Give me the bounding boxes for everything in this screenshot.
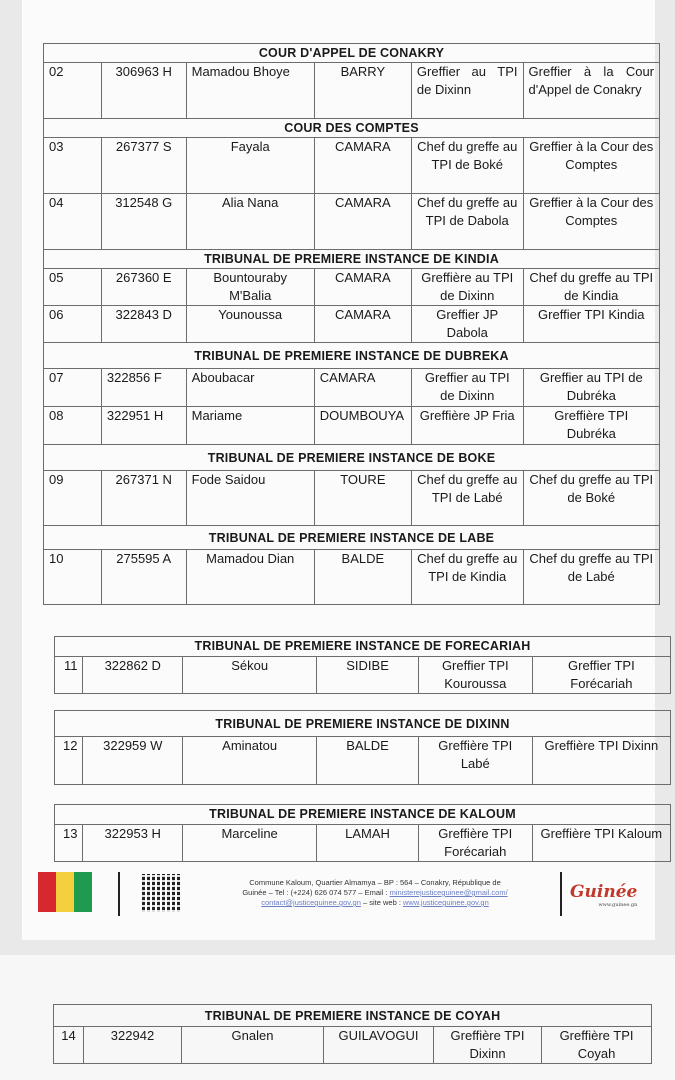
section-title: TRIBUNAL DE PREMIERE INSTANCE DE DUBREKA: [44, 343, 660, 369]
table-row: 14 322942 Gnalen GUILAVOGUI Greffière TPI Dixinn Greffière TPI Coyah: [54, 1027, 652, 1064]
table-row: 12 322959 W Aminatou BALDE Greffière TPI Labé Greffière TPI Dixinn: [55, 737, 671, 785]
assignment-table-dixinn: [54, 710, 671, 785]
table-row: 06 322843 D Younoussa CAMARA Greffier JP Dabola Greffier TPI Kindia: [44, 306, 660, 343]
table-row: 04 312548 G Alia Nana CAMARA Chef du greffe au TPI de Dabola Greffier à la Cour des Comptes: [44, 194, 660, 250]
document-page: [22, 0, 663, 940]
guinee-logo: Guinée www.guinee.gn: [570, 882, 638, 908]
table-row: 03 267377 S Fayala CAMARA Chef du greffe au TPI de Boké Greffier à la Cour des Comptes: [44, 138, 660, 194]
divider: [118, 872, 120, 916]
section-title: TRIBUNAL DE PREMIERE INSTANCE DE KALOUM: [55, 805, 671, 825]
table-row: 13 322953 H Marceline LAMAH Greffière TPI Forécariah Greffière TPI Kaloum: [55, 825, 671, 862]
table-row: 09 267371 N Fode Saidou TOURE Chef du greffe au TPI de Labé Chef du greffe au TPI de Boké: [44, 471, 660, 526]
section-title: TRIBUNAL DE PREMIERE INSTANCE DE KINDIA: [44, 250, 660, 269]
section-title: TRIBUNAL DE PREMIERE INSTANCE DE FORECARIAH: [55, 637, 671, 657]
assignment-table-forecariah: [54, 636, 671, 694]
footer-address: Commune Kaloum, Quartier Almamya – BP : 564 – Conakry, République de Guinée – Tel : (+224) 626 074 577 – Email : ministerejusticeguinee@gmail.com/ contact@justiceguinee.gov.gn – site web : www.justiceguinee.gov.gn: [242, 878, 508, 907]
qr-code-icon: [142, 874, 180, 912]
section-title: COUR D'APPEL DE CONAKRY: [44, 44, 660, 63]
assignment-table-main: [43, 43, 660, 605]
page-footer: [22, 868, 655, 928]
table-row: 11 322862 D Sékou SIDIBE Greffier TPI Kouroussa Greffier TPI Forécariah: [55, 657, 671, 694]
divider: [560, 872, 562, 916]
section-title: COUR DES COMPTES: [44, 119, 660, 138]
section-title: TRIBUNAL DE PREMIERE INSTANCE DE COYAH: [54, 1005, 652, 1027]
document-page-2: [0, 955, 675, 1080]
table-row: 02 306963 H Mamadou Bhoye BARRY Greffier au TPI de Dixinn Greffier à la Cour d'Appel de Conakry: [44, 63, 660, 119]
guinea-flag-icon: [38, 872, 92, 912]
section-title: TRIBUNAL DE PREMIERE INSTANCE DE LABE: [44, 526, 660, 550]
table-row: 08 322951 H Mariame DOUMBOUYA Greffière JP Fria Greffière TPI Dubréka: [44, 407, 660, 445]
table-row: 05 267360 E Bountouraby M'Balia CAMARA Greffière au TPI de Dixinn Chef du greffe au TPI de Kindia: [44, 269, 660, 306]
table-row: 07 322856 F Aboubacar CAMARA Greffier au TPI de Dixinn Greffier au TPI de Dubréka: [44, 369, 660, 407]
assignment-table-kaloum: [54, 804, 671, 862]
table-row: 10 275595 A Mamadou Dian BALDE Chef du greffe au TPI de Kindia Chef du greffe au TPI de Labé: [44, 550, 660, 605]
assignment-table-coyah: [53, 1004, 652, 1064]
section-title: TRIBUNAL DE PREMIERE INSTANCE DE DIXINN: [55, 711, 671, 737]
email-link[interactable]: ministerejusticeguinee@gmail.com/: [389, 888, 508, 897]
section-title: TRIBUNAL DE PREMIERE INSTANCE DE BOKE: [44, 445, 660, 471]
email-link[interactable]: contact@justiceguinee.gov.gn: [261, 898, 361, 907]
website-link[interactable]: www.justiceguinee.gov.gn: [403, 898, 489, 907]
